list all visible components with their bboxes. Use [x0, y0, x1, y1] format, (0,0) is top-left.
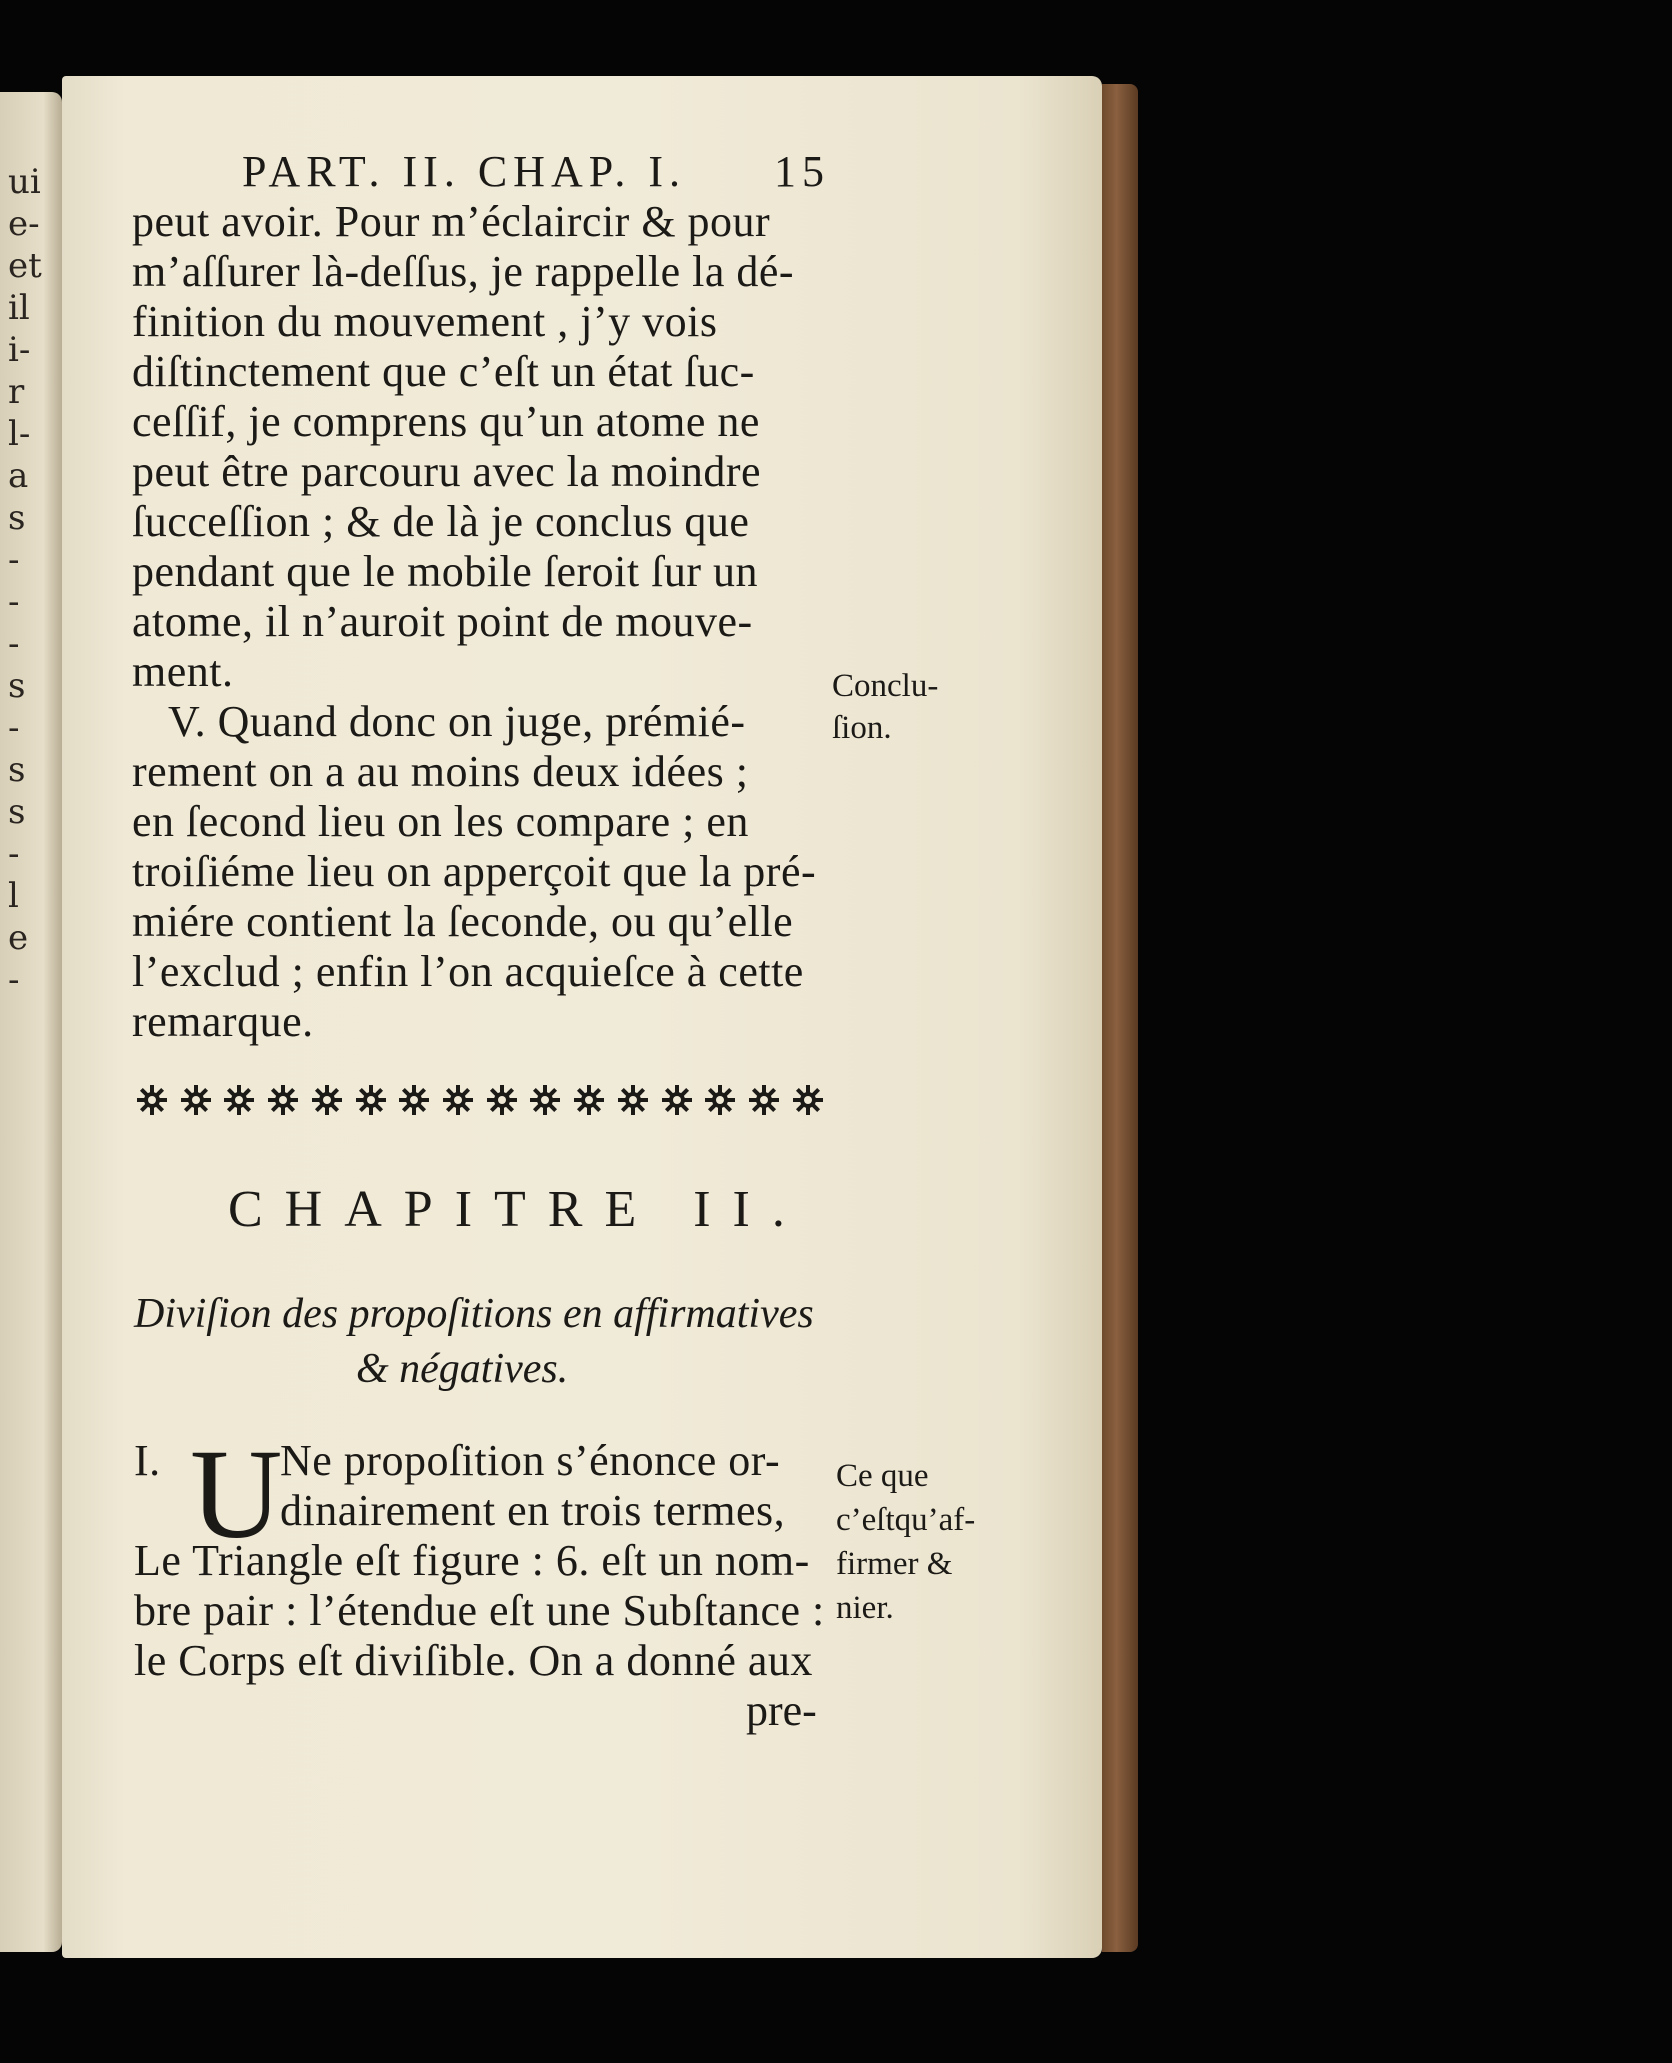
text-line: en ſecond lieu on les compare ; en	[132, 797, 749, 846]
facing-page-fragment: l-	[8, 414, 31, 454]
text-line: Le Triangle eſt figure : 6. eſt un nom-	[134, 1536, 810, 1585]
ornament-flower-icon	[790, 1082, 826, 1118]
ornament-flower-icon	[615, 1082, 651, 1118]
facing-page-fragment: -	[8, 582, 20, 622]
catchword: pre-	[746, 1686, 817, 1735]
text-line: remarque.	[132, 997, 314, 1046]
facing-page-fragment: l	[8, 876, 19, 916]
text-line: troiſiéme lieu on apperçoit que la pré-	[132, 847, 817, 896]
facing-page-fragment: i-	[8, 330, 31, 370]
text-line: miére contient la ſeconde, ou qu’elle	[132, 897, 794, 946]
facing-page-fragment: a	[8, 456, 29, 496]
facing-page-fragment: s	[8, 498, 26, 538]
text-line: dinairement en trois termes,	[280, 1486, 786, 1535]
text-line: finition du mouvement , j’y vois	[132, 297, 718, 346]
text-line: m’aſſurer là-deſſus, je rappelle la dé-	[132, 247, 795, 296]
margin-note-line: firmer &	[836, 1546, 953, 1582]
margin-note-conclusion-1: Conclu-	[832, 668, 939, 704]
facing-page-fragment: s	[8, 792, 26, 832]
ornament-flower-icon	[353, 1082, 389, 1118]
margin-note-line: nier.	[836, 1590, 894, 1626]
facing-page-fragment: ui	[8, 162, 41, 202]
ornament-flower-icon	[178, 1082, 214, 1118]
facing-page-edge	[0, 92, 62, 1952]
text-line: ment.	[132, 647, 234, 696]
text-line: bre pair : l’étendue eſt une Subſtance :	[134, 1586, 825, 1635]
text-line: l’exclud ; enfin l’on acquieſce à cette	[132, 947, 804, 996]
text-line: V. Quand donc on juge, prémié-	[168, 697, 746, 746]
ornament-flower-icon	[309, 1082, 345, 1118]
ornament-flower-icon	[659, 1082, 695, 1118]
ornament-flower-icon	[221, 1082, 257, 1118]
facing-page-fragment: r	[8, 372, 25, 412]
facing-page-fragment: -	[8, 624, 20, 664]
margin-note-conclusion-2: ſion.	[832, 710, 892, 746]
ornament-flower-icon	[527, 1082, 563, 1118]
ornament-flower-icon	[265, 1082, 301, 1118]
facing-page-fragment: e	[8, 918, 29, 958]
ornamental-border	[134, 1082, 826, 1130]
ornament-flower-icon	[571, 1082, 607, 1118]
running-header: PART. II. CHAP. I.	[242, 147, 686, 196]
facing-page-fragment: et	[8, 246, 42, 286]
ornament-flower-icon	[746, 1082, 782, 1118]
text-line: peut avoir. Pour m’éclaircir & pour	[132, 197, 771, 246]
text-line: ceſſif, je comprens qu’un atome ne	[132, 397, 760, 446]
facing-page-fragment: -	[8, 834, 20, 874]
facing-page-fragment: -	[8, 540, 20, 580]
facing-page-fragment: il	[8, 288, 30, 328]
page-number: 15	[774, 147, 830, 196]
facing-page-fragment: s	[8, 750, 26, 790]
book-spine	[1102, 84, 1138, 1952]
facing-page-fragment: s	[8, 666, 26, 706]
facing-page-fragment: e-	[8, 204, 40, 244]
ornament-flower-icon	[702, 1082, 738, 1118]
chapter-title: CHAPITRE II.	[228, 1181, 807, 1238]
margin-note-line: Ce que	[836, 1458, 929, 1494]
text-line: ſucceſſion ; & de là je conclus que	[132, 497, 750, 546]
margin-note-line: c’eſtqu’af-	[836, 1502, 976, 1538]
ornament-flower-icon	[134, 1082, 170, 1118]
ornament-flower-icon	[396, 1082, 432, 1118]
text-line: diſtinctement que c’eſt un état ſuc-	[132, 347, 755, 396]
facing-page-fragment: -	[8, 960, 20, 1000]
ornament-flower-icon	[440, 1082, 476, 1118]
text-line: atome, il n’auroit point de mouve-	[132, 597, 753, 646]
chapter-subtitle-line1: Diviſion des propoſitions en affirmatives	[134, 1291, 814, 1337]
chapter-subtitle-line2: & négatives.	[356, 1346, 569, 1392]
text-line: le Corps eſt diviſible. On a donné aux	[134, 1636, 813, 1685]
text-line: Ne propoſition s’énonce or-	[280, 1436, 781, 1485]
paragraph-number: I.	[134, 1436, 161, 1485]
ornament-flower-icon	[484, 1082, 520, 1118]
drop-capital: U	[190, 1423, 283, 1565]
text-line: peut être parcouru avec la moindre	[132, 447, 762, 496]
text-line: rement on a au moins deux idées ;	[132, 747, 749, 796]
facing-page-fragment: -	[8, 708, 20, 748]
text-line: pendant que le mobile ſeroit ſur un	[132, 547, 759, 596]
